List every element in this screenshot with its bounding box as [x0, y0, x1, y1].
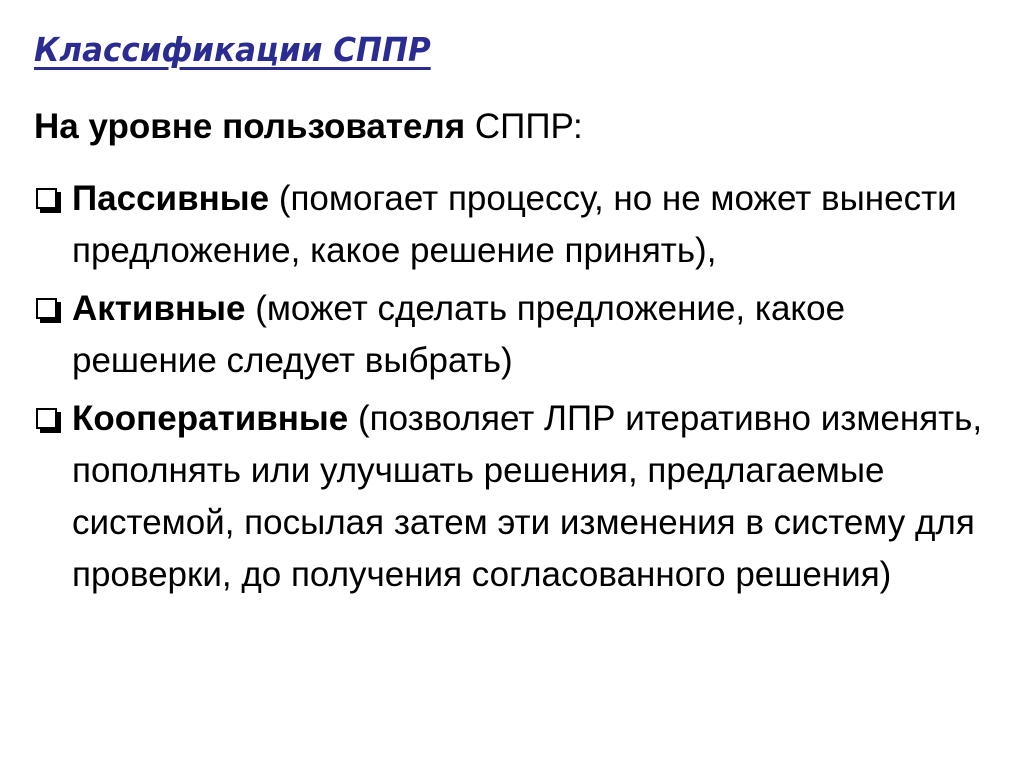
- item-description: (может сделать предложение, какое решение следует выбрать): [72, 289, 846, 380]
- slide-title: Классификации СППР: [34, 30, 431, 69]
- item-term: Активные: [72, 289, 246, 328]
- item-description: (позволяет ЛПР итеративно изменять, пополнять или улучшать решения, предлагаемые системой, посылая затем эти изменения в систему для проверки, до получения согласованного решения): [72, 399, 983, 594]
- checkbox-icon: [36, 298, 57, 319]
- subtitle-bold: На уровне пользователя: [34, 107, 466, 146]
- item-term: Кооперативные: [72, 399, 349, 438]
- slide-subtitle: [34, 105, 583, 149]
- list-item-passive: [34, 173, 994, 277]
- item-description: (помогает процессу, но не может вынести предложение, какое решение принять),: [72, 179, 957, 270]
- checkbox-icon: [36, 408, 57, 429]
- subtitle-rest: СППР:: [465, 107, 583, 146]
- list-item-cooperative: [34, 393, 994, 601]
- classification-list: [34, 173, 994, 607]
- checkbox-icon: [36, 188, 57, 209]
- item-term: Пассивные: [72, 179, 270, 218]
- list-item-active: [34, 283, 994, 387]
